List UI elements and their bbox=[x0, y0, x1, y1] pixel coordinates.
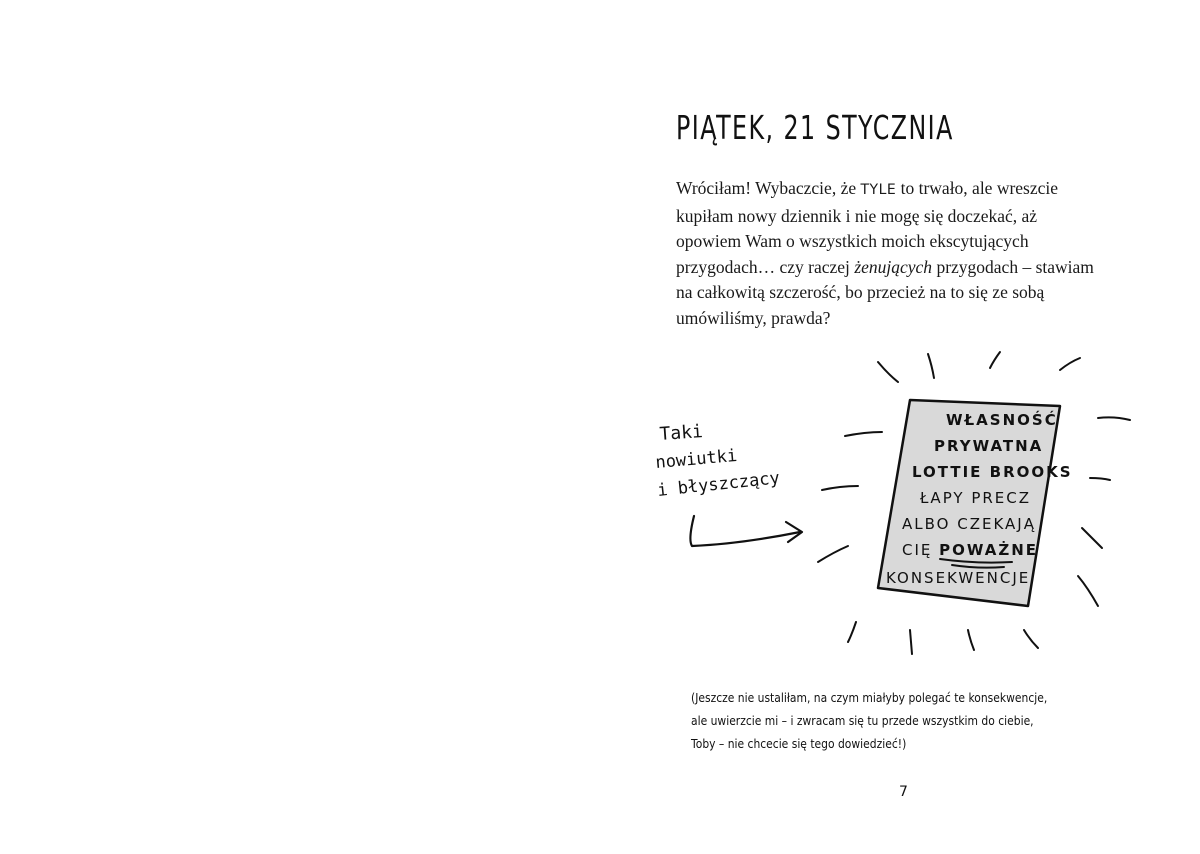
sign-line-2: PRYWATNA bbox=[934, 437, 1044, 455]
footnote bbox=[691, 686, 1048, 755]
annotation-line-1: Taki bbox=[658, 421, 704, 445]
sign-line-6b: POWAŻNE bbox=[939, 541, 1039, 559]
footnote-line-3: Toby – nie chcecie się tego dowiedzieć!) bbox=[691, 736, 907, 751]
paragraph-part-3: przygodach – stawiam na całkowitą szczerość, bo przecież na to się ze sobą umówiliśmy, prawda? bbox=[676, 256, 1094, 328]
paragraph-emphasis: TYLE bbox=[860, 182, 897, 198]
footnote-line-1: (Jeszcze nie ustaliłam, na czym miałyby polegać te konsekwencje, bbox=[691, 690, 1048, 705]
handwritten-annotation bbox=[655, 421, 781, 501]
annotation-line-2: nowiutki bbox=[654, 445, 739, 473]
sign-line-6a: CIĘ bbox=[902, 541, 940, 559]
paragraph-part-1: Wróciłam! Wybaczcie, że bbox=[676, 178, 861, 198]
sign-line-7: KONSEKWENCJE bbox=[886, 569, 1031, 587]
sign-line-4: ŁAPY PRECZ bbox=[920, 489, 1032, 507]
paragraph-part-2: to trwało, ale wreszcie kupiłam nowy dziennik i nie mogę się doczekać, aż opowiem Wam o wszystkich moich ekscytujących przygodach… czy raczej bbox=[676, 178, 1059, 277]
paragraph-italic: żenujących bbox=[854, 256, 933, 277]
diary-paragraph bbox=[676, 176, 1106, 332]
sign-line-1: WŁASNOŚĆ bbox=[946, 411, 1058, 429]
footnote-line-2: ale uwierzcie mi – i zwracam się tu przede wszystkim do ciebie, bbox=[691, 713, 1034, 728]
page-number: 7 bbox=[899, 784, 908, 800]
diary-sign-illustration bbox=[640, 340, 1160, 670]
sign-line-5: ALBO CZEKAJĄ bbox=[902, 515, 1036, 533]
arrow-icon bbox=[690, 516, 802, 546]
sign-line-3: LOTTIE BROOKS bbox=[912, 463, 1073, 481]
annotation-line-3: i błyszczący bbox=[656, 468, 781, 501]
page-title: PIĄTEK, 21 STYCZNIA bbox=[676, 108, 954, 147]
sign-line-6 bbox=[902, 540, 1038, 559]
